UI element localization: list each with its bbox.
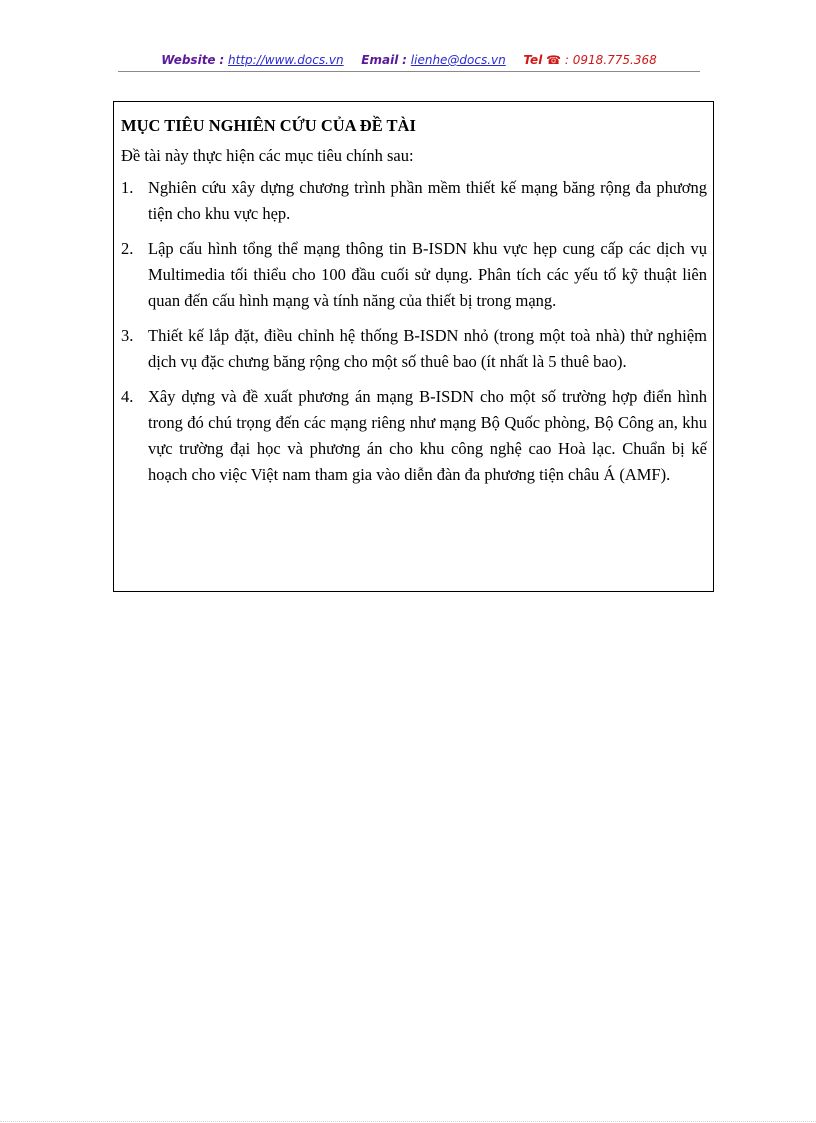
list-item xyxy=(121,384,707,488)
item-number: 1. xyxy=(121,178,134,197)
email-separator: : xyxy=(402,53,407,67)
list-item xyxy=(121,175,707,227)
item-text: Thiết kế lắp đặt, điều chỉnh hệ thống B-ISDN nhỏ (trong một toà nhà) thử nghiệm dịch vụ đặc chưng băng rộng cho một số thuê bao (ít nhất là 5 thuê bao). xyxy=(148,326,707,371)
tel-label: Tel xyxy=(523,53,543,67)
website-link[interactable]: http://www.docs.vn xyxy=(228,53,344,67)
item-text: Xây dựng và đề xuất phương án mạng B-ISDN cho một số trường hợp điển hình trong đó chú trọng đến các mạng riêng như mạng Bộ Quốc phòng, Bộ Công an, khu vực trường đại học và phương án cho khu công nghệ cao Hoà lạc. Chuẩn bị kế hoạch cho việc Việt nam tham gia vào diễn đàn đa phương tiện châu Á (AMF). xyxy=(148,387,707,484)
page-header xyxy=(118,51,700,72)
item-text: Nghiên cứu xây dựng chương trình phần mềm thiết kế mạng băng rộng đa phương tiện cho khu vực hẹp. xyxy=(148,178,707,223)
item-number: 4. xyxy=(121,387,134,406)
phone-icon: ☎ xyxy=(546,53,562,67)
item-number: 3. xyxy=(121,326,134,345)
list-item xyxy=(121,323,707,375)
item-number: 2. xyxy=(121,239,134,258)
page-bottom-divider xyxy=(0,1121,816,1122)
section-title: MỤC TIÊU NGHIÊN CỨU CỦA ĐỀ TÀI xyxy=(121,116,416,135)
tel-value: : 0918.775.368 xyxy=(564,53,657,67)
objectives-box xyxy=(113,101,714,592)
email-link[interactable]: lienhe@docs.vn xyxy=(410,53,506,67)
website-separator: : xyxy=(219,53,225,67)
section-intro: Đề tài này thực hiện các mục tiêu chính sau: xyxy=(121,146,414,165)
list-item xyxy=(121,236,707,314)
item-text: Lập cấu hình tổng thể mạng thông tin B-ISDN khu vực hẹp cung cấp các dịch vụ Multimedia tối thiểu cho 100 đầu cuối sử dụng. Phân tích các yếu tố kỹ thuật liên quan đến cấu hình mạng và tính năng của thiết bị trong mạng. xyxy=(148,239,707,310)
email-label: Email xyxy=(361,53,399,67)
website-label: Website xyxy=(161,53,216,67)
